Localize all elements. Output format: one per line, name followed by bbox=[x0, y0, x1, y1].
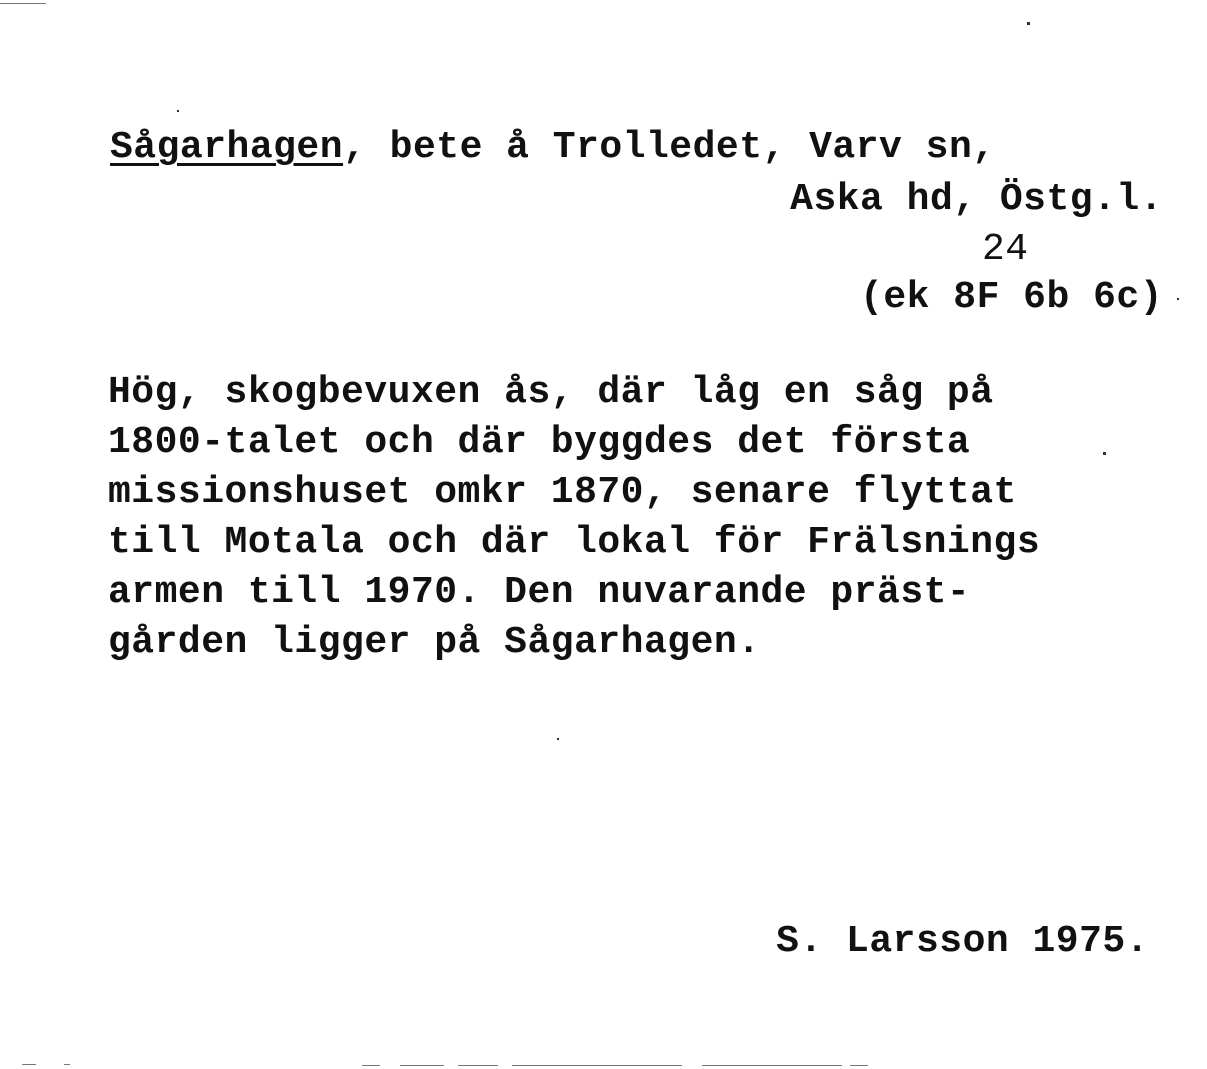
header-location: , bete å Trolledet, Varv sn, bbox=[343, 126, 996, 169]
scan-edge-mark bbox=[0, 3, 46, 4]
scan-edge-mark bbox=[22, 1064, 36, 1065]
headword: Sågarhagen bbox=[110, 126, 344, 169]
scan-edge-mark bbox=[64, 1064, 70, 1065]
header-map-reference: (ek 8F 6b 6c) bbox=[860, 276, 1163, 319]
header-line-1 bbox=[110, 124, 996, 172]
description-line: armen till 1970. Den nuvarande präst- bbox=[108, 571, 971, 614]
description bbox=[108, 368, 1040, 668]
signature: S. Larsson 1975. bbox=[776, 920, 1149, 963]
scan-speck bbox=[1103, 452, 1106, 455]
scan-edge-mark bbox=[458, 1065, 498, 1066]
header-number: 24 bbox=[982, 228, 1029, 271]
scan-edge-mark bbox=[362, 1065, 380, 1066]
scan-speck bbox=[1027, 22, 1030, 25]
scan-edge-mark bbox=[702, 1065, 842, 1066]
scan-speck bbox=[557, 738, 559, 740]
scan-edge-mark bbox=[512, 1065, 682, 1066]
scan-edge-mark bbox=[400, 1065, 444, 1066]
description-line: till Motala och där lokal för Frälsnings bbox=[108, 521, 1041, 564]
description-line: missionshuset omkr 1870, senare flyttat bbox=[108, 471, 1017, 514]
description-line: 1800-talet och där byggdes det första bbox=[108, 421, 971, 464]
scan-edge-mark bbox=[850, 1065, 868, 1066]
header-district: Aska hd, Östg.l. bbox=[790, 178, 1163, 221]
scan-speck bbox=[177, 110, 179, 112]
description-line: gården ligger på Sågarhagen. bbox=[108, 621, 761, 664]
scan-speck bbox=[1177, 298, 1179, 300]
description-line: Hög, skogbevuxen ås, där låg en såg på bbox=[108, 371, 994, 414]
